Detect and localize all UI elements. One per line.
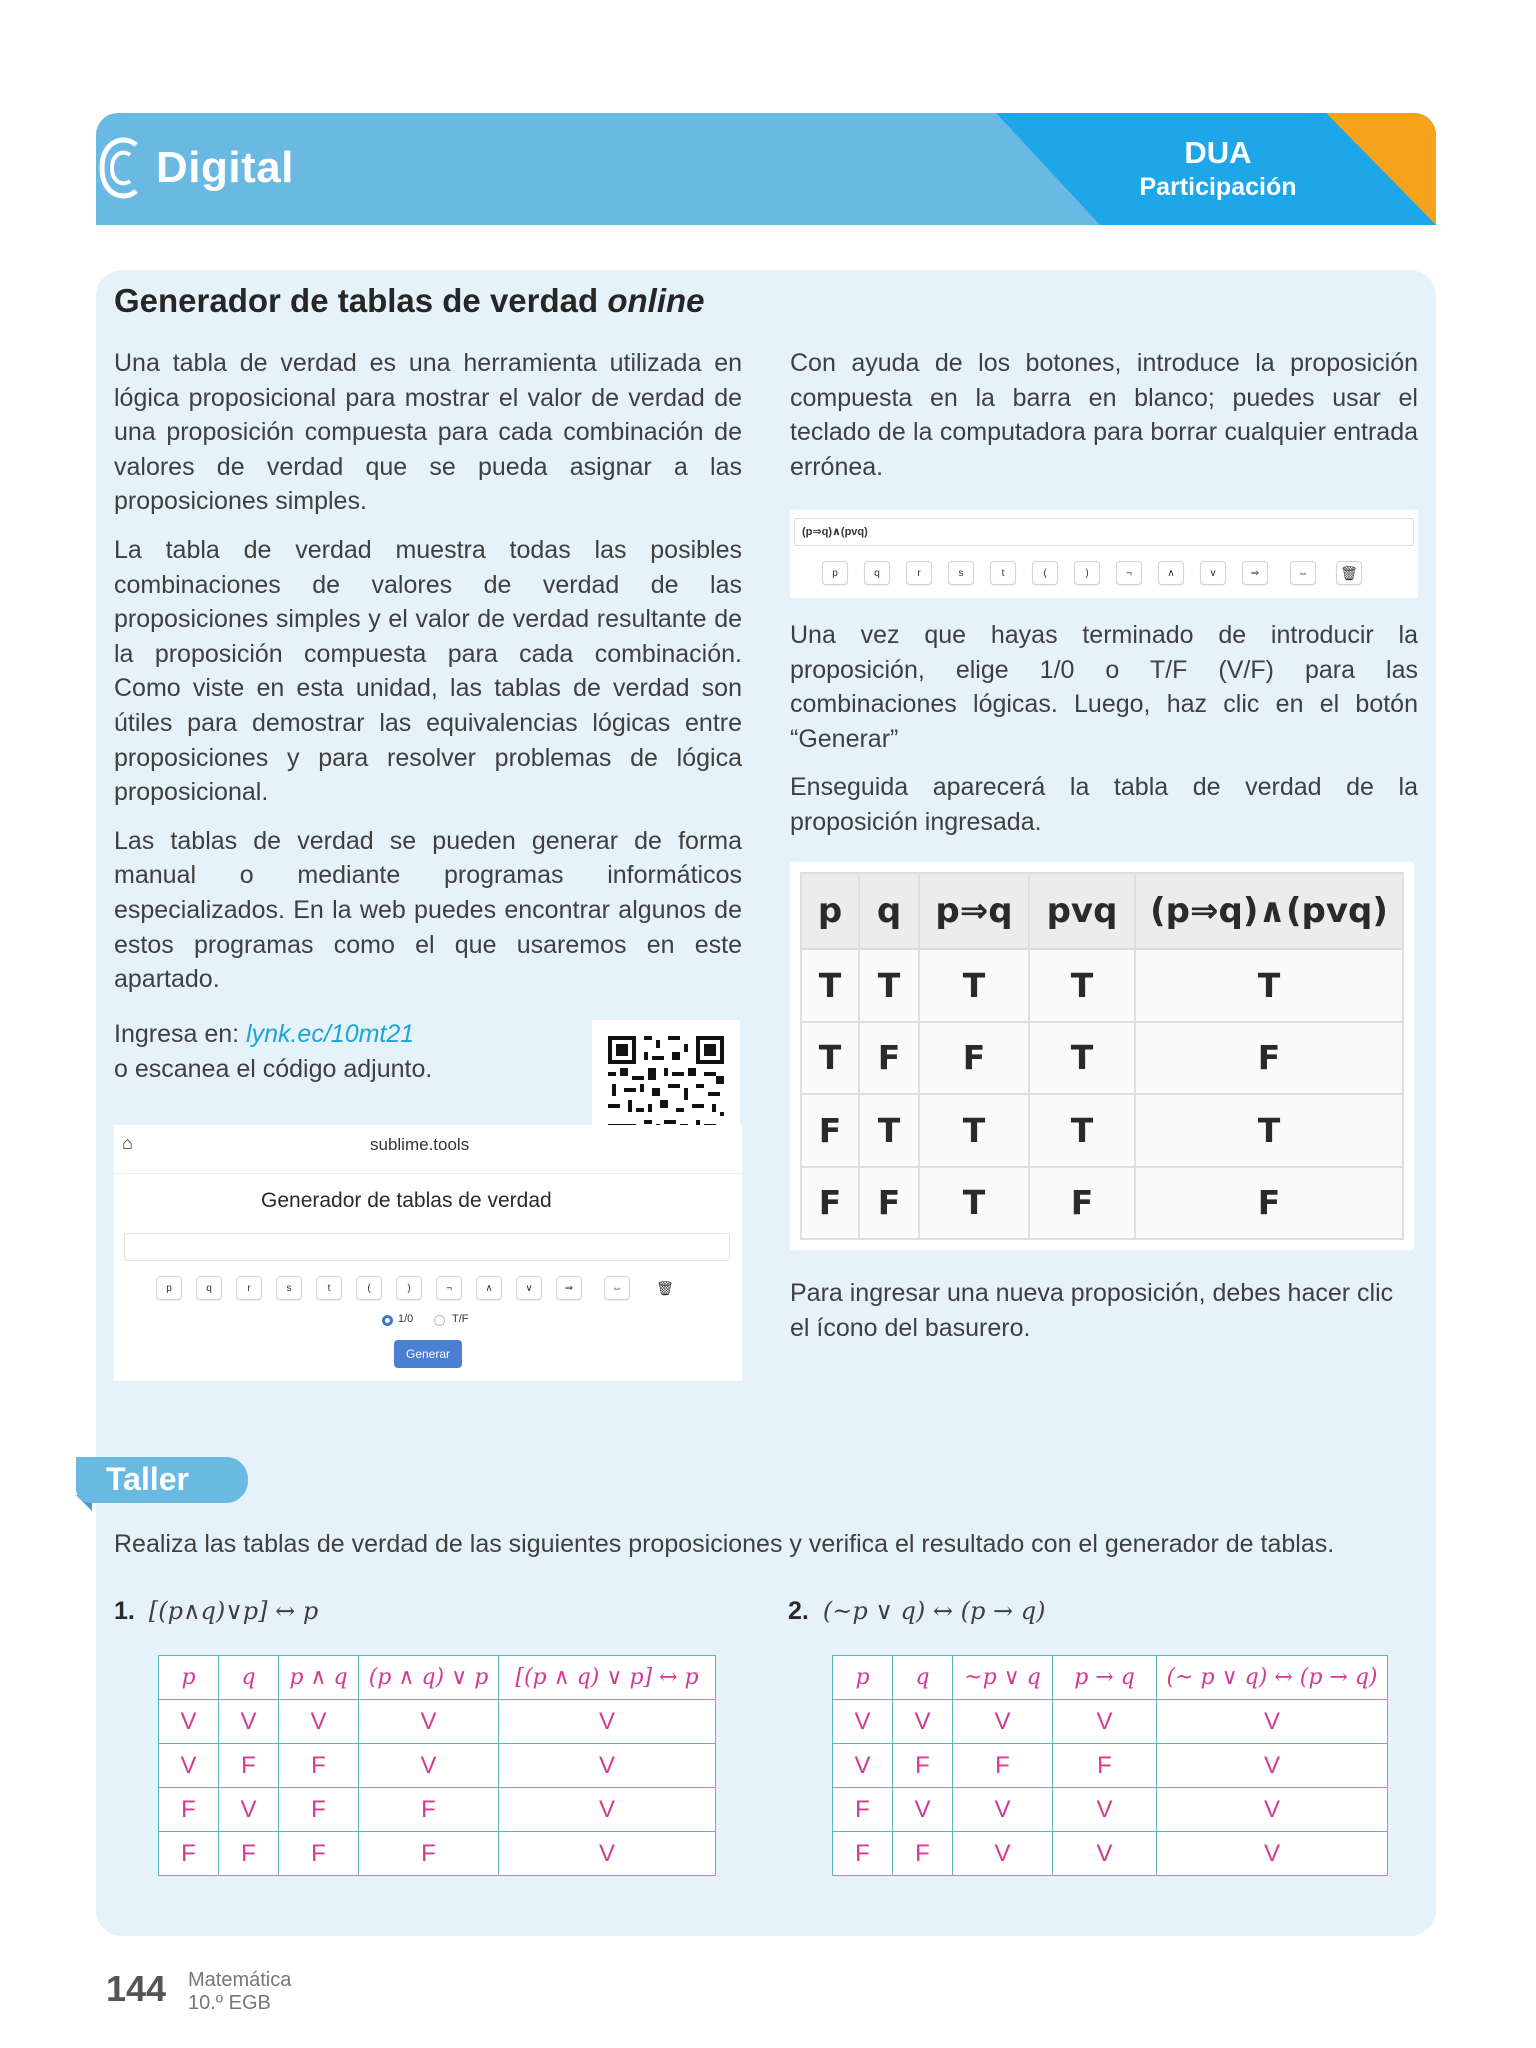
footer-grade: 10.º EGB [188, 1992, 271, 2014]
trash-icon[interactable]: 🗑 [1336, 561, 1362, 585]
table-row [159, 1700, 716, 1744]
column-header: q [893, 1656, 953, 1700]
key-button[interactable]: q [864, 561, 890, 585]
table-cell[interactable]: V [219, 1788, 279, 1832]
access-text: Ingresa en: lynk.ec/10mt21 o escanea el código adjunto. [114, 1020, 433, 1083]
key-button[interactable]: ) [396, 1276, 422, 1300]
column-header: (p⇒q)∧(pvq) [1135, 873, 1403, 949]
radio-1-0[interactable] [382, 1315, 393, 1326]
table-header-row [801, 873, 1403, 949]
table-cell: T [1029, 949, 1135, 1022]
brand-title: Digital [156, 143, 294, 192]
right-column-top [790, 346, 1418, 498]
table-cell[interactable]: V [893, 1700, 953, 1744]
radio-label: T/F [452, 1313, 469, 1325]
table-cell[interactable]: F [359, 1832, 499, 1876]
table-cell: T [919, 949, 1029, 1022]
table-cell[interactable]: V [953, 1700, 1053, 1744]
table-cell[interactable]: F [833, 1832, 893, 1876]
table-cell: T [1135, 1094, 1403, 1167]
radio-label: 1/0 [398, 1313, 414, 1325]
table-cell[interactable]: V [359, 1744, 499, 1788]
table-row [159, 1788, 716, 1832]
table-cell: F [1135, 1167, 1403, 1240]
key-button[interactable]: ( [356, 1276, 382, 1300]
table-cell[interactable]: F [159, 1788, 219, 1832]
generate-button[interactable]: Generar [394, 1340, 462, 1368]
table-cell: F [1029, 1167, 1135, 1240]
exercise-2-label: 2. (~p ∨ q) ↔ (p → q) [788, 1597, 1046, 1625]
table-cell[interactable]: V [1053, 1832, 1157, 1876]
key-button[interactable]: ∨ [516, 1276, 542, 1300]
table-row [801, 1094, 1403, 1167]
key-button[interactable]: ∨ [1200, 561, 1226, 585]
table-cell[interactable]: F [219, 1744, 279, 1788]
table-cell: F [1135, 1022, 1403, 1095]
table-cell: T [1029, 1022, 1135, 1095]
table-cell: T [1029, 1094, 1135, 1167]
radio-t-f[interactable] [434, 1315, 445, 1326]
formula-input[interactable] [124, 1233, 730, 1261]
column-header: p [801, 873, 859, 949]
paragraph: Las tablas de verdad se pueden generar de forma manual o mediante programas informáticos especializados. En la web puedes encontrar algunos de estos programas como el que usaremos en este apartado. [114, 826, 742, 994]
column-header: p ∧ q [279, 1656, 359, 1700]
table-cell: F [801, 1167, 859, 1240]
table-cell[interactable]: F [833, 1788, 893, 1832]
table-cell[interactable]: V [279, 1700, 359, 1744]
key-button[interactable]: p [822, 561, 848, 585]
table-cell[interactable]: V [953, 1788, 1053, 1832]
table-cell: F [859, 1167, 919, 1240]
table-cell[interactable]: V [833, 1744, 893, 1788]
column-header: q [859, 873, 919, 949]
key-button[interactable]: s [948, 561, 974, 585]
key-button[interactable]: t [990, 561, 1016, 585]
table-cell[interactable]: F [893, 1832, 953, 1876]
column-header: ~p ∨ q [953, 1656, 1053, 1700]
table-row [833, 1700, 1388, 1744]
footer-subject: Matemática [188, 1969, 292, 1991]
page-number: 144 [106, 1968, 167, 2009]
divider [114, 1173, 742, 1174]
site-name: sublime.tools [370, 1135, 470, 1154]
key-button[interactable]: ) [1074, 561, 1100, 585]
left-column [114, 346, 742, 1011]
digital-logo-icon [96, 133, 146, 203]
table-cell[interactable]: V [1157, 1700, 1388, 1744]
table-header-row [159, 1656, 716, 1700]
table-cell[interactable]: F [159, 1832, 219, 1876]
table-cell[interactable]: V [1053, 1700, 1157, 1744]
key-button[interactable]: ∧ [1158, 561, 1184, 585]
key-button[interactable]: ∧ [476, 1276, 502, 1300]
column-header: p [159, 1656, 219, 1700]
key-button[interactable]: r [906, 561, 932, 585]
table-cell[interactable]: F [359, 1788, 499, 1832]
table-cell: T [919, 1167, 1029, 1240]
table-cell[interactable]: V [159, 1700, 219, 1744]
table-cell[interactable]: V [159, 1744, 219, 1788]
table-cell[interactable]: V [219, 1700, 279, 1744]
table-cell[interactable]: V [833, 1700, 893, 1744]
paragraph: Con ayuda de los botones, introduce la proposición compuesta en la barra en blanco; puedes usar el teclado de la computadora para borrar cualquier entrada errónea. [790, 349, 1418, 481]
formula-bar-screenshot [790, 510, 1418, 598]
column-header: [(p ∧ q) ∨ p] ↔ p [499, 1656, 716, 1700]
dua-badge-title: DUA [1184, 135, 1252, 170]
taller-label: Taller [106, 1461, 189, 1497]
dua-badge-subtitle: Participación [1139, 173, 1297, 201]
column-header: q [219, 1656, 279, 1700]
column-header: (p ∧ q) ∨ p [359, 1656, 499, 1700]
table-cell[interactable]: V [359, 1700, 499, 1744]
table-cell: F [859, 1022, 919, 1095]
table-cell: T [859, 1094, 919, 1167]
table-cell: F [801, 1094, 859, 1167]
table-cell[interactable]: V [499, 1744, 716, 1788]
paragraph: Para ingresar una nueva proposición, debes hacer clic el ícono del basurero. [790, 1279, 1394, 1342]
column-header: pvq [1029, 873, 1135, 949]
table-cell[interactable]: F [1053, 1744, 1157, 1788]
table-cell[interactable]: F [279, 1832, 359, 1876]
key-button[interactable]: q [196, 1276, 222, 1300]
trash-icon[interactable]: 🗑 [652, 1276, 678, 1300]
taller-tab [76, 1457, 248, 1503]
formula-input[interactable]: (p⇒q)∧(pvq) [794, 518, 1414, 546]
table-cell: T [1135, 949, 1403, 1022]
right-column-bottom [790, 1276, 1418, 1359]
table-row [801, 949, 1403, 1022]
table-cell[interactable]: V [1157, 1788, 1388, 1832]
column-header: (~ p ∨ q) ↔ (p → q) [1157, 1656, 1388, 1700]
header-banner [96, 113, 1436, 225]
paragraph: Una tabla de verdad es una herramienta utilizada en lógica proposicional para mostrar el valor de verdad de una proposición compuesta para cada combinación de valores de verdad que se pueda asignar a las proposiciones simples. [114, 349, 742, 516]
table-cell: T [801, 949, 859, 1022]
generator-heading: Generador de tablas de verdad [261, 1189, 552, 1212]
table-row [801, 1022, 1403, 1095]
table-row [159, 1832, 716, 1876]
exercise-1-label: 1. [(p∧q)∨p] ↔ p [114, 1597, 319, 1625]
table-cell[interactable]: V [499, 1832, 716, 1876]
table-row [801, 1167, 1403, 1240]
paragraph: La tabla de verdad muestra todas las posibles combinaciones de valores de verdad de las proposiciones simples y el valor de verdad resultante de la proposición compuesta para cada combinación. Como viste en esta unidad, las tablas de verdad son útiles para demostrar las equivalencias lógicas entre proposiciones y para resolver problemas de lógica proposicional. [114, 535, 742, 807]
resource-link[interactable]: lynk.ec/10mt21 [246, 1020, 415, 1048]
paragraph: Enseguida aparecerá la tabla de verdad de la proposición ingresada. [790, 773, 1418, 836]
table-row [833, 1744, 1388, 1788]
generator-screenshot [114, 1125, 742, 1381]
column-header: p → q [1053, 1656, 1157, 1700]
home-icon[interactable]: ⌂ [122, 1133, 133, 1153]
column-header: p [833, 1656, 893, 1700]
table-cell[interactable]: V [953, 1832, 1053, 1876]
key-button[interactable]: s [276, 1276, 302, 1300]
key-button[interactable]: ⇔ [604, 1276, 630, 1300]
table-cell[interactable]: V [893, 1788, 953, 1832]
table-cell[interactable]: V [1157, 1744, 1388, 1788]
column-header: p⇒q [919, 873, 1029, 949]
table-cell[interactable]: V [1157, 1832, 1388, 1876]
key-button[interactable]: ⇒ [1242, 561, 1268, 585]
table-cell: T [801, 1022, 859, 1095]
key-button[interactable]: ¬ [436, 1276, 462, 1300]
table-cell[interactable]: F [219, 1832, 279, 1876]
table-cell: T [919, 1094, 1029, 1167]
table-row [833, 1832, 1388, 1876]
table-cell[interactable]: F [279, 1744, 359, 1788]
key-button[interactable]: ⇒ [556, 1276, 582, 1300]
table-row [159, 1744, 716, 1788]
table-cell[interactable]: V [1053, 1788, 1157, 1832]
table-row [833, 1788, 1388, 1832]
key-button[interactable]: r [236, 1276, 262, 1300]
table-cell[interactable]: V [499, 1700, 716, 1744]
section-title: Generador de tablas de verdad online [114, 282, 705, 319]
right-column-middle [790, 618, 1418, 854]
exercise-2-table [832, 1655, 1388, 1876]
table-cell[interactable]: F [279, 1788, 359, 1832]
table-cell[interactable]: F [893, 1744, 953, 1788]
exercise-1-table [158, 1655, 716, 1876]
table-cell[interactable]: V [499, 1788, 716, 1832]
table-cell: F [919, 1022, 1029, 1095]
table-cell: T [859, 949, 919, 1022]
key-button[interactable]: ¬ [1116, 561, 1142, 585]
paragraph: Una vez que hayas terminado de introducir la proposición, elige 1/0 o T/F (V/F) para las combinaciones lógicas. Luego, haz clic en el botón “Generar” [790, 621, 1418, 753]
table-header-row [833, 1656, 1388, 1700]
key-button[interactable]: t [316, 1276, 342, 1300]
table-cell[interactable]: F [953, 1744, 1053, 1788]
taller-instruction: Realiza las tablas de verdad de las siguientes proposiciones y verifica el resultado con el generador de tablas. [114, 1530, 1335, 1558]
generated-truth-table [790, 862, 1414, 1250]
key-button[interactable]: ( [1032, 561, 1058, 585]
key-button[interactable]: ⇔ [1290, 561, 1316, 585]
key-button[interactable]: p [156, 1276, 182, 1300]
